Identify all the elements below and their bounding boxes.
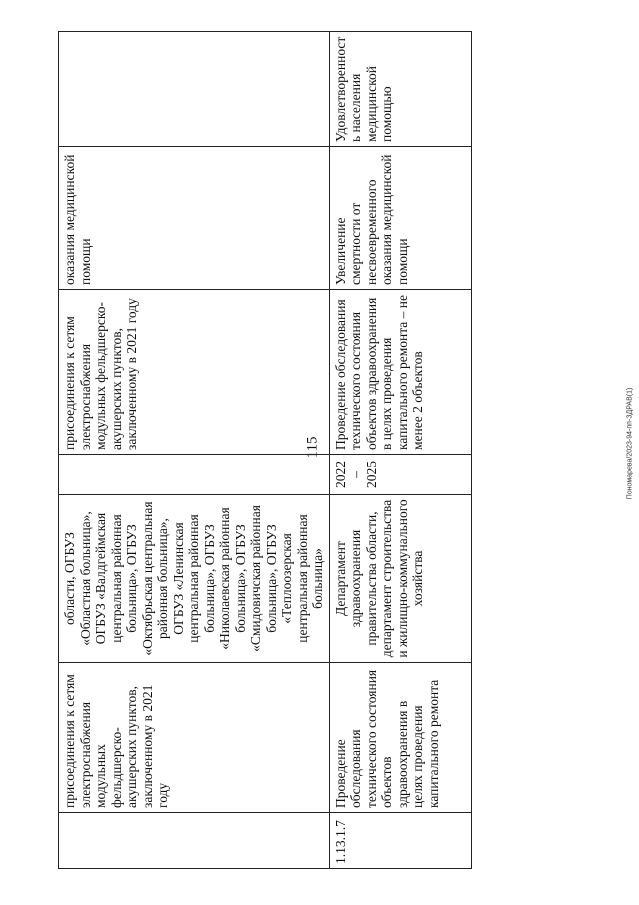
row-number-cell — [59, 813, 330, 869]
result-cell: Проведение обследования технического состояния объектов здравоохранения в целях проведения капитального ремонта – не менее 2 объектов — [329, 290, 471, 455]
years-cell — [59, 455, 330, 495]
table-row — [329, 32, 471, 869]
years-cell: 2022 – 2025 — [329, 455, 471, 495]
program-table — [58, 31, 472, 869]
indicator-cell: Удовлетворенность населения медицинской помощью — [329, 32, 471, 147]
event-cell: присоединения к сетям электроснабжения модульных фельдшерско-акушерских пунктов, заключенному в 2021 году — [59, 663, 330, 813]
row-number-cell: 1.13.1.7 — [329, 813, 471, 869]
event-cell: Проведение обследования технического состояния объектов здравоохранения в целях проведения капитального ремонта — [329, 663, 471, 813]
executor-cell: Департамент здравоохранения правительства области, департамент строительства и жилищно-коммунального хозяйства — [329, 495, 471, 663]
effect-cell: Увеличение смертности от несвоевременного оказания медицинской помощи — [329, 147, 471, 290]
table-row — [59, 32, 330, 869]
page-number: 115 — [304, 436, 321, 459]
result-cell: присоединения к сетям электроснабжения модульных фельдшерско-акушерских пунктов, заключенному в 2021 году — [59, 290, 330, 455]
effect-cell: оказания медицинской помощи — [59, 147, 330, 290]
executor-cell: области, ОГБУЗ «Областная больница», ОГБУЗ «Валдгеймская центральная районная больница», ОГБУЗ «Октябрьская центральная районная больница», ОГБУЗ «Ленинская центральная районная больница», ОГБУЗ «Николаевская районная больница», ОГБУЗ «Смидовичская районная больница», ОГБУЗ «Теплоозерская центральная районная больница» — [59, 495, 330, 663]
rotated-table-container — [58, 32, 441, 869]
document-footer-id: Пономарева/2023-94-пп-ЗДРАВ(1) — [626, 387, 634, 500]
indicator-cell — [59, 32, 330, 147]
